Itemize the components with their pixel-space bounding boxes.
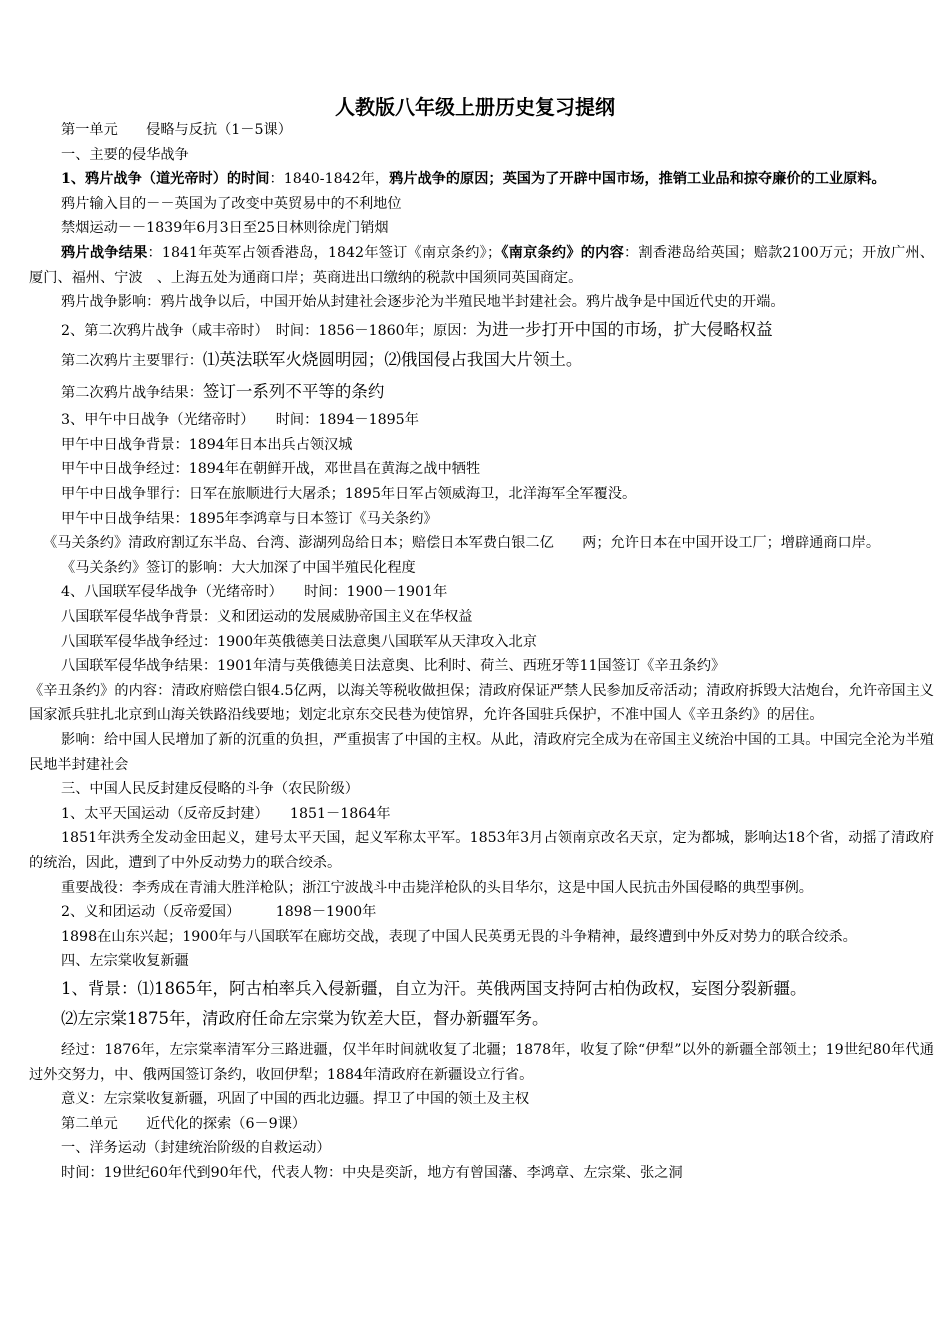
- opium-lead: 1、鸦片战争（道光帝时）的时间: [61, 171, 270, 188]
- second-opium-line: [29, 315, 934, 346]
- taiping-line: 1、太平天国运动（反帝反封建） 1851－1864年: [61, 805, 391, 822]
- opium-ban: 禁烟运动－－1839年6月3日至25日林则徐虎门销烟: [61, 220, 389, 237]
- second-opium-crimes-label: 第二次鸦片主要罪行：: [61, 353, 203, 370]
- section-heading-1: 一、主要的侵华战争: [61, 146, 189, 163]
- opium-impact: 鸦片战争影响：鸦片战争以后，中国开始从封建社会逐步沦为半殖民地半封建社会。鸦片战争是中国近代史的开端。: [61, 294, 785, 311]
- unit2-spacer: [118, 1116, 146, 1132]
- xinjiang-course: 经过：1876年，左宗棠率清军分三路进疆，仅半年时间就收复了北疆；1878年，收复了除“伊犁”以外的新疆全部领土；19世纪80年代通过外交努力，中、俄两国签订条约，收回伊犁；1884年清政府在新疆设立行省。: [29, 1041, 934, 1083]
- shimonoseki-treaty: 《马关条约》清政府割辽东半岛、台湾、澎湖列岛给日本；赔偿日本军费白银二亿 两；允许日本在中国开设工厂；增辟通商口岸。: [43, 535, 881, 552]
- westernization-time: 时间：19世纪60年代到90年代，代表人物：中央是奕訢，地方有曾国藩、李鸿章、左宗棠、张之洞: [61, 1164, 683, 1181]
- unit2-label: 第二单元: [61, 1115, 118, 1132]
- unit1-heading: [29, 118, 934, 143]
- taiping-battle: 重要战役：李秀成在青浦大胜洋枪队；浙江宁波战斗中击毙洋枪队的头目华尔，这是中国人民抗击外国侵略的典型事例。: [61, 879, 813, 896]
- opium-war-paragraph: [29, 167, 934, 192]
- nanjing-content-text: ：割香港岛给英国；赔款2100万元；开放广州、厦门、福州、宁波 、上海五处为通商口岸；英商进出口缴纳的税款中国须同英国商定。: [29, 244, 934, 286]
- opium-cause: 鸦片战争的原因；英国为了开辟中国市场，推销工业品和掠夺廉价的工业原料。: [389, 171, 886, 188]
- document-title: 人教版八年级上册历史复习提纲: [335, 95, 615, 119]
- opium-result-label: 鸦片战争结果: [61, 244, 148, 261]
- sino-japanese-line: 3、甲午中日战争（光绪帝时） 时间：1894－1895年: [61, 412, 419, 429]
- eight-nation-line: 4、八国联军侵华战争（光绪帝时） 时间：1900－1901年: [61, 584, 448, 601]
- opium-result-text: ：1841年英军占领香港岛，1842年签订《南京条约》；: [147, 244, 502, 261]
- xinjiang-meaning: 意义：左宗棠收复新疆，巩固了中国的西北边疆。捍卫了中国的领土及主权: [61, 1091, 530, 1108]
- second-opium-crimes-text: ⑴英法联军火烧圆明园；⑵俄国侵占我国大片领土。: [202, 350, 583, 370]
- boxer-line: 2、义和团运动（反帝爱国） 1898－1900年: [61, 904, 377, 921]
- second-opium-result: [29, 377, 934, 409]
- section-heading-3: 三、中国人民反封建反侵略的斗争（农民阶级）: [61, 781, 359, 798]
- eight-nation-course: 八国联军侵华战争经过：1900年英俄德美日法意奥八国联军从天津攻入北京: [61, 633, 537, 650]
- eight-nation-result: 八国联军侵华战争结果：1901年清与英俄德美日法意奥、比利时、荷兰、西班牙等11国签订《辛丑条约》: [61, 658, 726, 675]
- unit2-title: 近代化的探索（6－9课）: [146, 1115, 307, 1132]
- unit1-title: 侵略与反抗（1－5课）: [146, 122, 292, 138]
- taiping-text: 1851年洪秀全发动金田起义，建号太平天国，起义军称太平军。1853年3月占领南京改名天京，定为都城，影响达18个省，动摇了清政府的统治，因此，遭到了中外反动势力的联合绞杀。: [29, 830, 934, 871]
- second-opium-result-text: 签订一系列不平等的条约: [202, 381, 385, 401]
- document-body: [29, 118, 934, 1185]
- shimonoseki-impact: 《马关条约》签订的影响：大大加深了中国半殖民化程度: [61, 559, 416, 576]
- second-opium-crimes: [29, 345, 934, 377]
- eight-nation-background: 八国联军侵华战争背景：义和团运动的发展威胁帝国主义在华权益: [61, 609, 473, 625]
- section-heading-4: 四、左宗棠收复新疆: [61, 953, 189, 970]
- boxer-text: 1898在山东兴起；1900年与八国联军在廊坊交战，表现了中国人民英勇无畏的斗争精神，最终遭到中外反对势力的联合绞杀。: [61, 928, 857, 945]
- sino-japanese-background: 甲午中日战争背景：1894年日本出兵占领汉城: [61, 436, 353, 453]
- opium-purpose: 鸦片输入目的－－英国为了改变中英贸易中的不利地位: [61, 195, 402, 212]
- opium-result-paragraph: [29, 241, 934, 290]
- second-opium-cause: 为进一步打开中国的市场，扩大侵略权益: [475, 319, 773, 339]
- unit1-label: 第一单元: [61, 122, 118, 138]
- westernization-heading: 一、洋务运动（封建统治阶级的自救运动）: [61, 1140, 331, 1157]
- sino-japanese-result: 甲午中日战争结果：1895年李鸿章与日本签订《马关条约》: [61, 510, 438, 527]
- unit1-spacer: [118, 122, 146, 138]
- sino-japanese-crimes: 甲午中日战争罪行：日军在旅顺进行大屠杀；1895年日军占领威海卫，北洋海军全军覆没。: [61, 486, 637, 503]
- boxer-protocol-content: 《辛丑条约》的内容：清政府赔偿白银4.5亿两，以海关等税收做担保；清政府保证严禁人民参加反帝活动；清政府拆毁大沽炮台，允许帝国主义国家派兵驻扎北京到山海关铁路沿线要地；划定北京东交民巷为使馆界，允许各国驻兵保护，不准中国人《辛丑条约》的居住。: [29, 682, 934, 724]
- xinjiang-background-2: ⑵左宗棠1875年，清政府任命左宗棠为钦差大臣，督办新疆军务。: [61, 1009, 549, 1029]
- xinjiang-background-1: 1、背景：⑴1865年，阿古柏率兵入侵新疆，自立为汗。英俄两国支持阿古柏伪政权，妄图分裂新疆。: [61, 978, 807, 998]
- nanjing-content-label: 《南京条约》的内容: [501, 244, 624, 261]
- unit2-heading: [29, 1112, 934, 1137]
- opium-time: ：1840-1842年，: [269, 171, 390, 188]
- second-opium-result-label: 第二次鸦片战争结果：: [61, 384, 203, 401]
- sino-japanese-course: 甲午中日战争经过：1894年在朝鲜开战，邓世昌在黄海之战中牺牲: [61, 461, 481, 478]
- boxer-protocol-impact: 影响：给中国人民增加了新的沉重的负担，严重损害了中国的主权。从此，清政府完全成为在帝国主义统治中国的工具。中国完全沦为半殖民地半封建社会: [29, 731, 934, 773]
- second-opium-time: 2、第二次鸦片战争（咸丰帝时） 时间：1856－1860年；原因：: [61, 322, 476, 339]
